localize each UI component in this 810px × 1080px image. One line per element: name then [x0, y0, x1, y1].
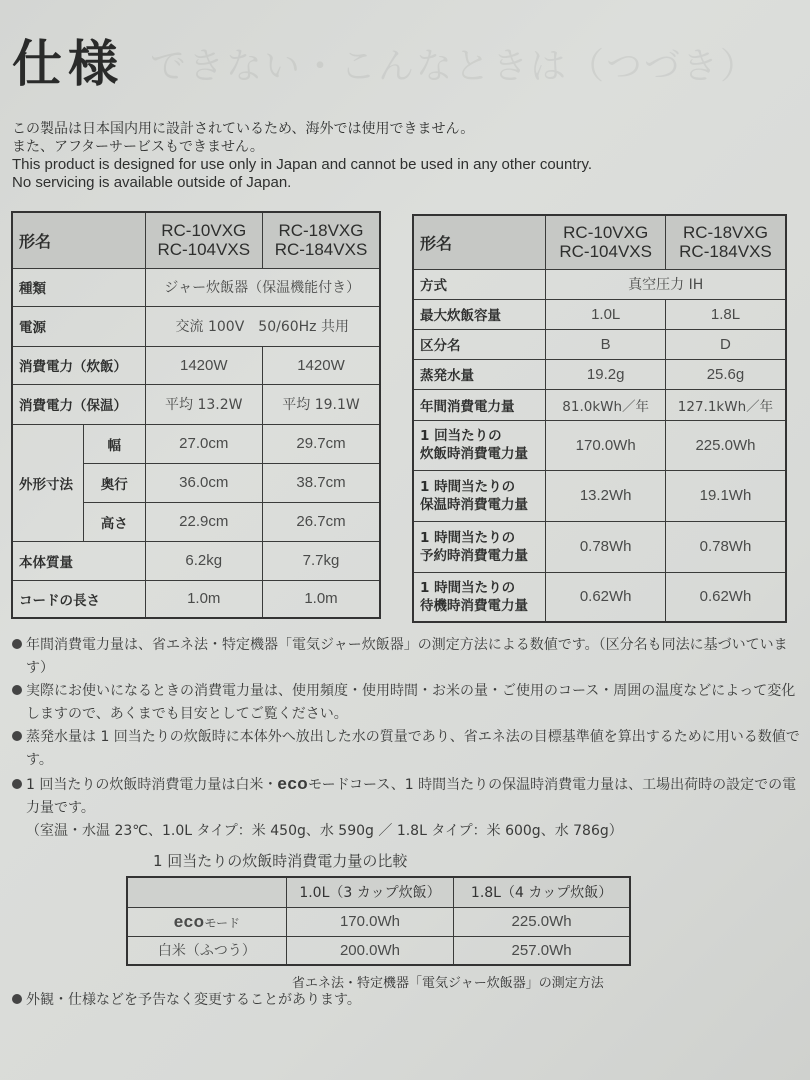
- row-label: 消費電力（保温）: [12, 384, 145, 424]
- row-label: コードの長さ: [12, 580, 145, 618]
- row-label: [413, 420, 546, 470]
- row-label: 本体質量: [12, 541, 145, 580]
- value-model-b: 25.6g: [665, 359, 786, 389]
- table-row: [413, 572, 786, 622]
- table-row: [413, 329, 786, 359]
- note-text: 1 回当たりの炊飯時消費電力量は白米・: [26, 777, 278, 793]
- table-row: [12, 541, 380, 580]
- value-model-b: 平均 19.1W: [262, 384, 380, 424]
- note-item: [10, 772, 800, 820]
- value-model-a: 平均 13.2W: [145, 384, 262, 424]
- bullet-icon: [12, 639, 22, 649]
- model-a-line-2: RC-104VXS: [559, 242, 652, 262]
- note-text: 外観・仕様などを予告なく変更することがあります。: [26, 992, 361, 1008]
- model-a-line-1: RC-10VXG: [161, 221, 247, 241]
- table-row: [12, 384, 380, 424]
- note-conditions: （室温・水温 23℃、1.0L タイプ：米 450g、水 590g ／ 1.8L タイプ：米 600g、水 786g）: [26, 823, 623, 839]
- row-label-line-2: 炊飯時消費電力量: [420, 446, 528, 462]
- value-model-a: 81.0kWh／年: [546, 389, 666, 420]
- spec-table-energy: [412, 214, 787, 623]
- value-model-b: 7.7kg: [262, 541, 380, 580]
- value-1l: 170.0Wh: [286, 907, 453, 936]
- comparison-source: 省エネ法・特定機器「電気ジャー炊飯器」の測定方法: [292, 976, 604, 991]
- table-row: [413, 299, 786, 329]
- value-model-b: D: [665, 329, 786, 359]
- value-model-a: 13.2Wh: [546, 470, 666, 521]
- value-model-a: 27.0cm: [145, 424, 262, 463]
- value-model-b: 38.7cm: [262, 463, 380, 502]
- table-row: [413, 470, 786, 521]
- row-label: 最大炊飯容量: [413, 299, 546, 329]
- page-title: 仕様: [12, 35, 124, 93]
- value-model-a: 1.0m: [145, 580, 262, 618]
- value-model-b: 1420W: [262, 346, 380, 384]
- eco-logo: eco: [277, 774, 309, 793]
- row-label-line-1: 1 時間当たりの: [420, 529, 516, 546]
- comparison-corner: [127, 877, 286, 907]
- table-row: [413, 269, 786, 299]
- row-label: 方式: [413, 269, 546, 299]
- table-row: [127, 936, 630, 965]
- bullet-icon: [12, 731, 22, 741]
- value-model-b: 127.1kWh／年: [665, 389, 786, 420]
- table-row: [12, 424, 380, 463]
- value-model-b: 19.1Wh: [665, 470, 786, 521]
- note-text: 年間消費電力量は、省エネ法・特定機器「電気ジャー炊飯器」の測定方法による数値です。（区分名も同法に基づいています）: [26, 637, 788, 676]
- note-text: 蒸発水量は 1 回当たりの炊飯時に本体外へ放出した水の質量であり、省エネ法の目標基準値を算出するために用いる数値です。: [26, 729, 800, 768]
- row-value: 交流 100V 50/60Hz 共用: [145, 306, 380, 346]
- note-item: [10, 726, 800, 772]
- table-row: [12, 306, 380, 346]
- row-label-line-1: 1 時間当たりの: [420, 478, 516, 495]
- intro-jp-line-2: また、アフターサービスもできません。: [12, 139, 264, 155]
- value-model-a: 1.0L: [546, 299, 666, 329]
- model-b-line-1: RC-18VXG: [682, 223, 768, 243]
- value-model-a: 0.62Wh: [546, 572, 666, 622]
- value-model-b: 1.0m: [262, 580, 380, 618]
- row-label: 外形寸法: [12, 424, 83, 541]
- intro-en-line-2: No servicing is available outside of Japan.: [12, 174, 292, 191]
- note-text: モードコース、1 時間当たりの保温時消費電力量は、工場出荷時の設定での電力量です。: [26, 777, 797, 816]
- bleed-through-heading: できない・こんなときは（つづき）: [150, 46, 759, 87]
- table-row: [413, 359, 786, 389]
- value-model-a: 19.2g: [546, 359, 666, 389]
- value-model-b: 0.78Wh: [665, 521, 786, 572]
- row-label-white-rice: 白米（ふつう）: [127, 936, 286, 965]
- row-label: 年間消費電力量: [413, 389, 546, 420]
- row-value: 真空圧力 IH: [546, 269, 786, 299]
- value-1l: 200.0Wh: [286, 936, 453, 965]
- note-text: 実際にお使いになるときの消費電力量は、使用頻度・使用時間・お米の量・ご使用のコース・周囲の温度などによって変化しますので、あくまでも目安としてご覧ください。: [26, 683, 796, 722]
- model-a-line-1: RC-10VXG: [563, 223, 649, 243]
- row-label: 消費電力（炊飯）: [12, 346, 145, 384]
- model-b-line-1: RC-18VXG: [278, 221, 364, 241]
- mode-label: モード: [204, 915, 241, 930]
- row-label-line-2: 待機時消費電力量: [420, 597, 528, 614]
- value-model-b: 26.7cm: [262, 502, 380, 541]
- table-row: [127, 907, 630, 936]
- spec-table-general: [11, 211, 381, 619]
- value-model-a: 22.9cm: [145, 502, 262, 541]
- row-value: ジャー炊飯器（保温機能付き）: [145, 268, 380, 306]
- intro-jp-line-1: この製品は日本国内用に設計されているため、海外では使用できません。: [12, 121, 475, 137]
- value-18l: 257.0Wh: [454, 936, 630, 965]
- value-model-a: 6.2kg: [145, 541, 262, 580]
- value-model-b: 1.8L: [665, 299, 786, 329]
- value-18l: 225.0Wh: [454, 907, 630, 936]
- model-a-header: [546, 215, 666, 269]
- eco-logo: eco: [173, 911, 205, 931]
- bullet-icon: [12, 779, 22, 789]
- comparison-title: 1 回当たりの炊飯時消費電力量の比較: [153, 852, 408, 870]
- row-label: [413, 521, 546, 572]
- table-row: [413, 420, 786, 470]
- row-label-line-2: 予約時消費電力量: [420, 547, 528, 564]
- model-b-line-2: RC-184VXS: [679, 242, 772, 262]
- value-model-a: 170.0Wh: [546, 420, 666, 470]
- value-model-a: 1420W: [145, 346, 262, 384]
- intro-en-line-1: This product is designed for use only in Japan and cannot be used in any other country.: [12, 156, 593, 173]
- table-row: [413, 521, 786, 572]
- row-label-line-1: 1 時間当たりの: [420, 579, 516, 596]
- model-a-line-2: RC-104VXS: [157, 240, 251, 260]
- row-label: [413, 572, 546, 622]
- sub-label: 奥行: [83, 463, 145, 502]
- bullet-icon: [12, 994, 22, 1004]
- value-model-a: B: [546, 329, 666, 359]
- note-item: [10, 680, 800, 726]
- row-label-line-1: 1 回当たりの: [420, 428, 502, 444]
- sub-label: 幅: [83, 424, 145, 463]
- comparison-col-1l: 1.0L（3 カップ炊飯）: [286, 877, 453, 907]
- value-model-b: 225.0Wh: [665, 420, 786, 470]
- row-label: [413, 470, 546, 521]
- row-label-eco-mode: [127, 907, 286, 936]
- intro-notice: [12, 120, 592, 192]
- row-label: 電源: [12, 306, 145, 346]
- model-b-header: [665, 215, 786, 269]
- footer-note: [10, 989, 361, 1009]
- comparison-table: [126, 876, 631, 966]
- model-name-header: 形名: [12, 212, 145, 268]
- note-item: [10, 634, 800, 680]
- model-b-header: [262, 212, 380, 268]
- notes-list: [10, 634, 800, 843]
- row-label: 区分名: [413, 329, 546, 359]
- table-row: [12, 580, 380, 618]
- table-row: [413, 389, 786, 420]
- comparison-col-18l: 1.8L（4 カップ炊飯）: [454, 877, 630, 907]
- table-row: [12, 346, 380, 384]
- model-b-line-2: RC-184VXS: [274, 240, 368, 260]
- model-name-header: 形名: [413, 215, 546, 269]
- row-label: 蒸発水量: [413, 359, 546, 389]
- row-label: 種類: [12, 268, 145, 306]
- row-label-line-2: 保温時消費電力量: [420, 496, 528, 513]
- bullet-icon: [12, 685, 22, 695]
- model-a-header: [145, 212, 262, 268]
- value-model-a: 0.78Wh: [546, 521, 666, 572]
- value-model-b: 29.7cm: [262, 424, 380, 463]
- value-model-b: 0.62Wh: [665, 572, 786, 622]
- sub-label: 高さ: [83, 502, 145, 541]
- table-row: [12, 268, 380, 306]
- value-model-a: 36.0cm: [145, 463, 262, 502]
